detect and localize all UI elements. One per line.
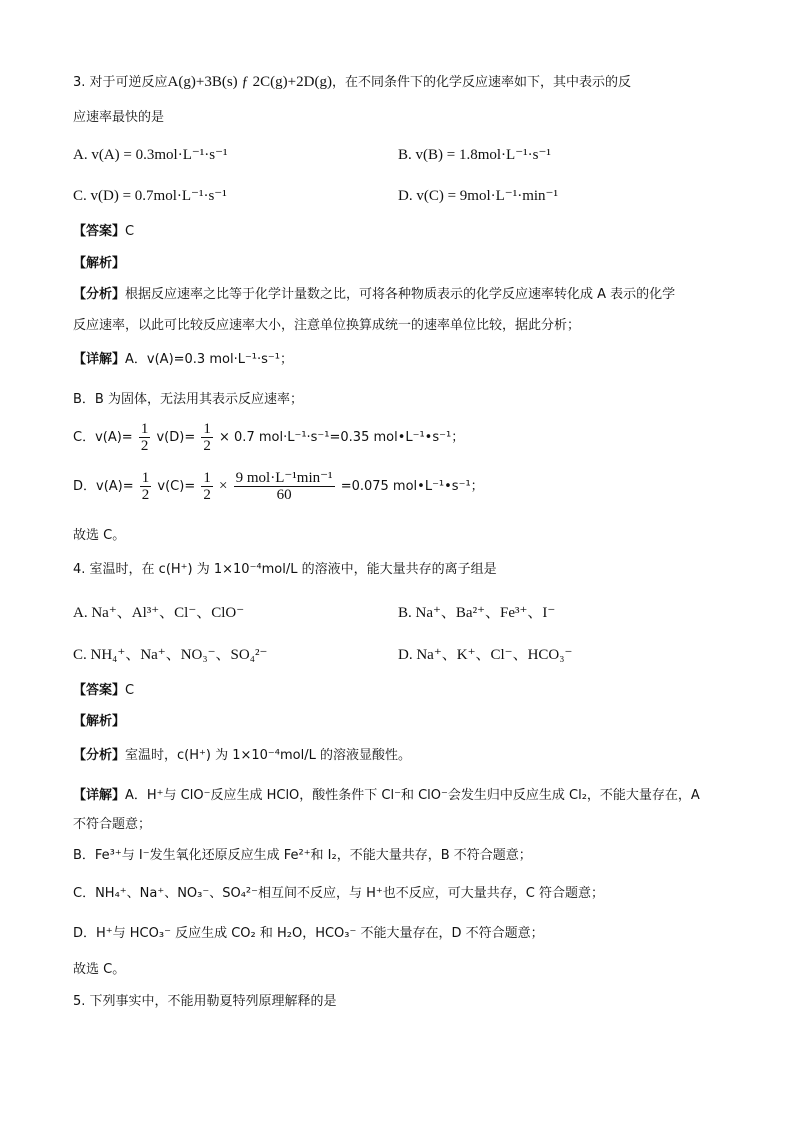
q4-option-d: D. Na⁺、K⁺、Cl⁻、HCO₃⁻ xyxy=(398,647,573,663)
q4-detail-a-line2: 不符合题意； xyxy=(73,817,152,832)
q3-detail-b: B．B 为固体，无法用其表示反应速率； xyxy=(73,392,303,407)
q4-fenxi: 【分析】室温时，c(H⁺) 为 1×10⁻⁴mol/L 的溶液显酸性。 xyxy=(73,748,411,763)
q3-detail-d: D．v(A)= $\frac{1}{2}$ v(C)= $\frac{1}{2}$ × $\frac{\text{9 mol·L⁻¹min⁻¹}}{60}$ =0.075 mol•L⁻¹•s⁻¹； xyxy=(73,470,484,503)
q3-analysis-heading: 【解析】 xyxy=(73,256,126,271)
fraction-half: $\frac{1}{2}$ xyxy=(203,470,211,503)
q4-detail-b: B．Fe³⁺与 I⁻发生氧化还原反应生成 Fe²⁺和 I₂，不能大量共存，B 不符合题意； xyxy=(73,848,532,863)
q3-answer: 【答案】C xyxy=(73,224,135,239)
q4-detail-d: D．H⁺与 HCO₃⁻ 反应生成 CO₂ 和 H₂O，HCO₃⁻ 不能大量存在，D 不符合题意； xyxy=(73,926,544,941)
q3-detail-c: C．v(A)= $\frac{1}{2}$ v(D)= $\frac{1}{2}$ × 0.7 mol·L⁻¹·s⁻¹=0.35 mol•L⁻¹•s⁻¹； xyxy=(73,421,465,454)
q4-option-c: C. NH₄⁺、Na⁺、NO₃⁻、SO₄²⁻ xyxy=(73,647,268,663)
q4-detail-a-line1: 【详解】A．H⁺与 ClO⁻反应生成 HClO，酸性条件下 Cl⁻和 ClO⁻会发生归中反应生成 Cl₂，不能大量存在，A xyxy=(73,788,700,803)
q3-fenxi-line2: 反应速率，以此可比较反应速率大小，注意单位换算成统一的速率单位比较，据此分析； xyxy=(73,318,581,333)
q3-option-d: D. v(C) = 9mol·L⁻¹·min⁻¹ xyxy=(398,188,558,204)
q3-stem-line2: 应速率最快的是 xyxy=(73,110,165,125)
q4-analysis-heading: 【解析】 xyxy=(73,714,126,729)
q4-detail-c: C．NH₄⁺、Na⁺、NO₃⁻、SO₄²⁻相互间不反应，与 H⁺也不反应，可大量共存，C 符合题意； xyxy=(73,886,604,901)
q3-option-b: B. v(B) = 1.8mol·L⁻¹·s⁻¹ xyxy=(398,147,551,163)
q3-conclusion: 故选 C。 xyxy=(73,528,126,543)
q3-equation: A(g)+3B(s) ƒ 2C(g)+2D(g) xyxy=(167,74,332,90)
q4-stem: 4. 室温时，在 c(H⁺) 为 1×10⁻⁴mol/L 的溶液中，能大量共存的离子组是 xyxy=(73,562,497,577)
fraction-half: $\frac{1}{2}$ xyxy=(140,421,149,454)
q3-option-a: A. v(A) = 0.3mol·L⁻¹·s⁻¹ xyxy=(73,147,228,163)
fraction-half: $\frac{1}{2}$ xyxy=(203,421,211,454)
q4-option-b: B. Na⁺、Ba²⁺、Fe³⁺、I⁻ xyxy=(398,605,556,621)
q4-option-a: A. Na⁺、Al³⁺、Cl⁻、ClO⁻ xyxy=(73,605,245,621)
q3-option-c: C. v(D) = 0.7mol·L⁻¹·s⁻¹ xyxy=(73,188,227,204)
q4-conclusion: 故选 C。 xyxy=(73,962,126,977)
q4-answer: 【答案】C xyxy=(73,683,135,698)
fraction-rate: $\frac{\text{9 mol·L⁻¹min⁻¹}}{60}$ xyxy=(235,470,333,503)
q3-fenxi-line1: 【分析】根据反应速率之比等于化学计量数之比，可将各种物质表示的化学反应速率转化成 A 表示的化学 xyxy=(73,287,676,302)
fraction-half: $\frac{1}{2}$ xyxy=(141,470,150,503)
q3-detail-a: 【详解】A．v(A)=0.3 mol·L⁻¹·s⁻¹； xyxy=(73,352,293,367)
q3-stem-line1: 3. 对于可逆反应A(g)+3B(s) ƒ 2C(g)+2D(g)，在不同条件下的化学反应速率如下，其中表示的反 xyxy=(73,74,631,90)
q5-stem: 5. 下列事实中，不能用勒夏特列原理解释的是 xyxy=(73,994,337,1009)
